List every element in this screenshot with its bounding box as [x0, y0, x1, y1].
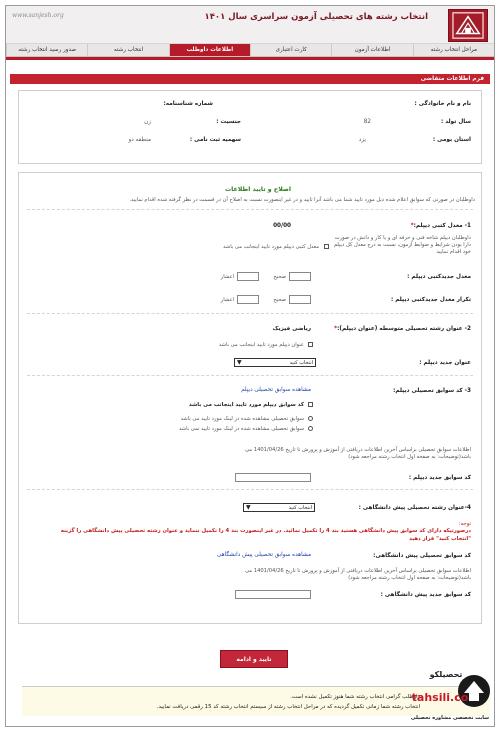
pre-code-label: کد سوابق تحصیلی پیش دانشگاهی: — [373, 553, 471, 559]
page-header — [6, 6, 494, 44]
code-confirm-label: کد سوابق دیپلم مورد تایید اینجانب می باشد — [188, 402, 304, 408]
gpa-integer-input[interactable] — [289, 272, 311, 281]
diploma-desc: داوطلبان دیپلم شاخه فنی و حرفه ای و یا کار و دانش در صورت — [334, 235, 471, 241]
new-pre-code-label: کد سوابق جدید پیش دانشگاهی : — [380, 592, 471, 598]
province-label: استان بومی : — [432, 137, 471, 143]
new-code-input[interactable] — [235, 473, 311, 482]
tab-steps[interactable]: مراحل انتخاب رشته — [413, 44, 494, 56]
main-tabs — [6, 44, 494, 57]
field-confirm-checkbox[interactable] — [308, 342, 313, 347]
serial-label: شماره شناسنامه: — [163, 101, 213, 107]
new-field-select[interactable]: انتخاب کنید ▼ — [234, 358, 316, 367]
code-option-yes-label: سوابق تحصیلی مشاهده شده در لینک مورد تایید می باشد — [180, 416, 304, 422]
browser-frame — [5, 5, 495, 727]
code-info: اطلاعات سوابق تحصیلی براساس آخرین اطلاعات دریافتی از آموزش و پرورش تا تاریخ 1401/04/26 می — [245, 447, 471, 453]
gpa-repeat-integer-input[interactable] — [289, 295, 311, 304]
decimal-label: اعشار — [220, 274, 234, 280]
gpa-repeat-label: تکرار معدل جدیدکتبی دیپلم : — [390, 297, 471, 303]
warning-text: درصورتیکه دارای کد سوابق پیش دانشگاهی هستید بند 4 را تکمیل نمائید. در غیر اینصورت بند 4 را تکمیل ننماید و عنوان رشته تحصیلی پیش دانشگاهی را گزینه — [60, 528, 471, 534]
integer-label: صحیح — [273, 297, 286, 303]
pre-code-info: باشد(توضیحات: به صفحه اول انتخاب رشته مراجعه شود) — [348, 575, 471, 581]
birth-year-label: سال تولد : — [440, 119, 471, 125]
new-code-label: کد سوابق جدید دیپلم : — [408, 475, 471, 481]
diploma-confirm-label: معدل کتبی دیپلم مورد تایید اینجانب می باشد — [223, 244, 319, 250]
diploma-value: 00/00 — [273, 223, 291, 229]
page-title: انتخاب رشته های تحصیلی آزمون سراسری سال ۱۴۰۱ — [204, 12, 428, 22]
section-title: فرم اطلاعات متقاضی — [10, 74, 490, 84]
name-label: نام و نام خانوادگی : — [414, 101, 471, 107]
decimal-label: اعشار — [220, 297, 234, 303]
tab-field-selection[interactable]: انتخاب رشته — [87, 44, 168, 56]
pre-code-info: اطلاعات سوابق تحصیلی براساس آخرین اطلاعات دریافتی از آموزش و پرورش تا تاریخ 1401/04/26 می — [245, 568, 471, 574]
tab-exam-info[interactable]: اطلاعات آزمون — [331, 44, 412, 56]
gender-value: زن — [144, 119, 151, 125]
tahsili-watermark — [406, 663, 492, 725]
warning-heading: توجه: — [458, 521, 471, 527]
code-confirm-checkbox[interactable] — [308, 402, 313, 407]
code-option-no-radio[interactable] — [308, 426, 313, 431]
code-link[interactable]: مشاهده سوابق تحصیلی دیپلم — [241, 387, 311, 393]
field-confirm-label: عنوان دیپلم مورد تایید اینجانب می باشد — [218, 342, 304, 348]
chevron-down-icon: ▼ — [237, 359, 242, 366]
edit-form-box — [18, 172, 482, 624]
pre-field-label: 4-عنوان رشته تحصیلی پیش دانشگاهی : — [358, 505, 471, 511]
quota-label: سهمیه ثبت نامی : — [189, 137, 241, 143]
site-url: www.sanjesh.org — [12, 12, 64, 19]
birth-year-value: 82 — [363, 119, 371, 125]
new-field-label: عنوان جدید دیپلم : — [419, 360, 471, 366]
gpa-decimal-input[interactable] — [237, 272, 259, 281]
form-intro: داوطلبان در صورتی که سوابق اعلام شده ذیل مورد تایید شما می باشد آنرا تایید و در غیر اینصورت نسبت به اصلاح آن در قسمت در نظر گرفته شده اقدام نمایید. — [129, 197, 475, 203]
diploma-desc: خود اقدام نمایید — [436, 249, 471, 255]
diploma-label: 1- معدل کتبی دیپلم:* — [410, 223, 471, 229]
code-label: 3- کد سوابق تحصیلی دیپلم: — [393, 388, 471, 394]
pre-code-link[interactable]: مشاهده سوابق تحصیلی پیش دانشگاهی — [216, 552, 311, 558]
divider — [27, 209, 473, 210]
watermark-tagline: سایت تخصصی مشاوره تحصیلی — [410, 715, 490, 721]
notice-line: داوطلب گرامی انتخاب رشته شما هنوز تکمیل نشده است. — [290, 694, 420, 700]
header-divider — [6, 57, 494, 60]
watermark-brand-en: tahsili.co — [411, 691, 469, 704]
integer-label: صحیح — [273, 274, 286, 280]
province-value: یزد — [358, 137, 366, 143]
submit-button[interactable]: تایید و ادامه — [220, 650, 288, 668]
tab-applicant-info[interactable]: اطلاعات داوطلب — [169, 44, 250, 56]
gender-label: جنسیت : — [216, 119, 241, 125]
pre-field-select[interactable]: انتخاب کنید ▼ — [243, 503, 315, 512]
watermark-brand-fa: تحصیلکو — [429, 670, 463, 679]
divider — [27, 489, 473, 490]
code-info: باشد(توضیحات: به صفحه اول انتخاب رشته مراجعه شود) — [348, 454, 471, 460]
gpa-repeat-decimal-input[interactable] — [237, 295, 259, 304]
diploma-desc: دارا بودن شرایط و ضوابط آزمون، نسبت به درج معدل کل دیپلم — [333, 242, 471, 248]
divider — [27, 313, 473, 314]
diploma-confirm-checkbox[interactable] — [324, 244, 329, 249]
code-option-no-label: سوابق تحصیلی مشاهده شده در لینک مورد تایید نمی باشد — [179, 426, 304, 432]
code-option-yes-radio[interactable] — [308, 416, 313, 421]
notice-line: انتخاب رشته شما زمانی تکمیل گردیده که در مراحل انتخاب رشته از سیستم انتخاب رشته کد 15 رقمی دریافت نمایید. — [156, 704, 420, 710]
tab-receipt[interactable]: صدور رسید انتخاب رشته — [6, 44, 87, 56]
warning-text: "انتخاب کنید" قرار دهید — [409, 536, 471, 542]
field-label: 2- عنوان رشته تحصیلی متوسطه (عنوان دیپلم):* — [334, 326, 471, 332]
new-pre-code-input[interactable] — [235, 590, 311, 599]
chevron-down-icon: ▼ — [246, 504, 251, 511]
form-title: اصلاح و تایید اطلاعات — [224, 186, 291, 193]
personal-info-box — [18, 90, 482, 164]
quota-value: منطقه دو — [128, 137, 151, 143]
tab-credit-card[interactable]: کارت اعتباری — [250, 44, 331, 56]
field-value: ریاضی فیزیک — [272, 326, 311, 332]
divider — [27, 375, 473, 376]
sanjesh-logo-icon — [448, 9, 488, 42]
gpa-label: معدل جدیدکتبی دیپلم : — [407, 274, 471, 280]
